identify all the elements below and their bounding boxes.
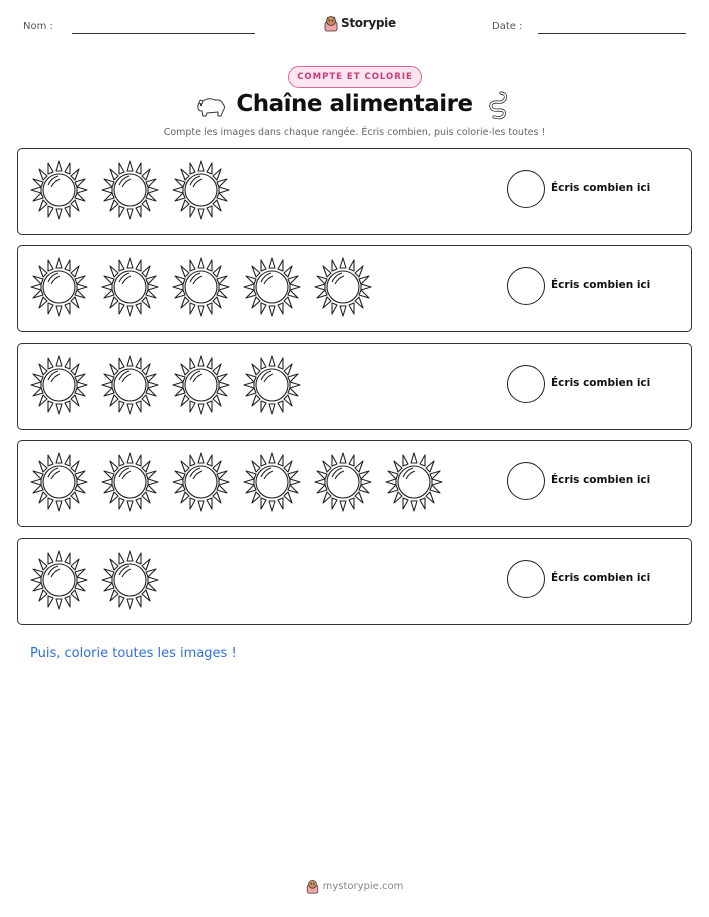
sun-icon [30, 451, 88, 513]
footer [0, 879, 709, 894]
answer-circle[interactable] [507, 365, 545, 403]
brand-name: Storypie [341, 16, 396, 30]
sun-icon [101, 549, 159, 611]
sun-icon [30, 549, 88, 611]
sun-group [30, 451, 443, 513]
counting-row [17, 538, 692, 625]
storypie-footer-icon [306, 879, 319, 894]
sun-icon [385, 451, 443, 513]
answer-circle[interactable] [507, 267, 545, 305]
answer-circle[interactable] [507, 560, 545, 598]
counting-row [17, 245, 692, 332]
sun-icon [30, 354, 88, 416]
sun-icon [172, 451, 230, 513]
answer-label: Écris combien ici [551, 279, 651, 291]
worksheet-header [0, 0, 709, 40]
sun-icon [314, 256, 372, 318]
counting-row [17, 440, 692, 527]
worm-icon [485, 90, 511, 120]
sun-icon [172, 256, 230, 318]
sun-icon [30, 256, 88, 318]
sun-icon [172, 159, 230, 221]
sun-icon [101, 451, 159, 513]
answer-circle[interactable] [507, 462, 545, 500]
sun-icon [30, 159, 88, 221]
sun-group [30, 256, 372, 318]
name-label: Nom : [23, 21, 53, 32]
footer-note: Puis, colorie toutes les images ! [30, 646, 237, 661]
sun-group [30, 549, 159, 611]
answer-label: Écris combien ici [551, 474, 651, 486]
answer-circle[interactable] [507, 170, 545, 208]
sun-icon [243, 354, 301, 416]
title-row [0, 88, 709, 128]
answer-label: Écris combien ici [551, 572, 651, 584]
instructions: Compte les images dans chaque rangée. Écris combien, puis colorie-les toutes ! [163, 127, 546, 138]
brand [324, 14, 396, 32]
storypie-mascot-icon [324, 15, 338, 32]
footer-url[interactable]: mystorypie.com [322, 881, 404, 892]
sun-icon [101, 159, 159, 221]
page-title: Chaîne alimentaire [236, 91, 473, 117]
sun-icon [243, 451, 301, 513]
counting-row [17, 148, 692, 235]
answer-label: Écris combien ici [551, 182, 651, 194]
date-label: Date : [492, 21, 523, 32]
activity-badge: COMPTE ET COLORIE [288, 66, 422, 88]
answer-label: Écris combien ici [551, 377, 651, 389]
sun-group [30, 159, 230, 221]
sun-icon [243, 256, 301, 318]
name-line [72, 33, 255, 34]
sun-icon [314, 451, 372, 513]
sun-icon [101, 354, 159, 416]
sun-icon [172, 354, 230, 416]
date-line [538, 33, 686, 34]
sun-group [30, 354, 301, 416]
counting-row [17, 343, 692, 430]
sun-icon [101, 256, 159, 318]
